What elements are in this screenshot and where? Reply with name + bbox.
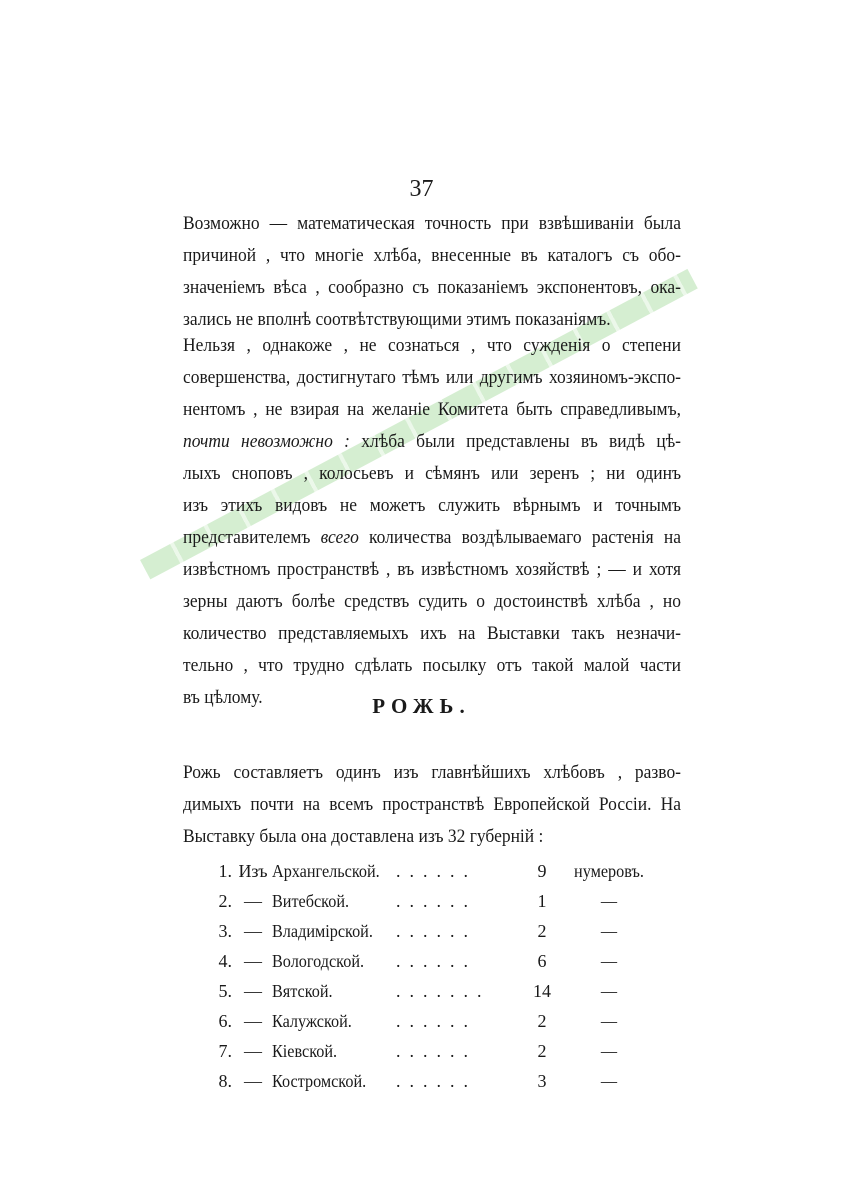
list-item [196,946,656,976]
leader-dots: ....... [396,981,491,1001]
item-number: 7. [218,1041,232,1061]
province-name: Костромской. [272,1071,367,1091]
province-list [196,856,656,1096]
list-item [196,1006,656,1036]
paragraph-3-line: Рожь составляетъ одинъ изъ главнѣйшихъ хлѣбовъ , разво- [183,762,682,783]
count-unit: — [600,1071,618,1091]
sample-count: 3 [537,1071,547,1091]
line-text: количества воздѣлываемаго растенія на [358,527,682,548]
paragraph-3 [183,757,681,853]
paragraph-1-line: причиной , что многіе хлѣба, внесенные въ каталогъ съ обо- [183,245,682,266]
paragraph-2-line: тельно , что трудно сдѣлать посылку отъ такой малой части [183,655,682,676]
paragraph-2-line: нентомъ , не взирая на желаніе Комитета быть справедливымъ, [183,399,682,420]
paragraph-2-line: изъ этихъ видовъ не можетъ служить вѣрнымъ и точнымъ [183,495,682,516]
list-item [196,856,656,886]
leader-dots: ...... [396,861,477,881]
sample-count: 2 [537,1041,547,1061]
paragraph-2-line: совершенства, достигнутаго тѣмъ или другимъ хозяиномъ-экспо- [183,367,682,388]
count-unit: — [600,891,618,911]
leader-dots: ...... [396,1011,477,1031]
item-preposition: Изъ [238,861,268,881]
list-item [196,976,656,1006]
item-number: 1. [218,861,232,881]
province-name: Витебской. [272,891,350,911]
paragraph-2-line: Нельзя , однакоже , не сознаться , что сужденія о степени [183,335,682,356]
list-item [196,1066,656,1096]
sample-count: 1 [537,891,547,911]
paragraph-3-line: Выставку была она доставлена изъ 32 губерній : [183,826,544,847]
list-item [196,1036,656,1066]
paragraph-3-line: димыхъ почти на всемъ пространствѣ Европейской Россіи. На [183,794,682,815]
leader-dots: ...... [396,951,477,971]
item-preposition: — [244,1011,262,1031]
count-unit: — [600,1011,618,1031]
item-preposition: — [244,951,262,971]
sample-count: 2 [537,1011,547,1031]
province-name: Калужской. [272,1011,352,1031]
sample-count: 9 [537,861,547,881]
item-number: 8. [218,1071,232,1091]
sample-count: 2 [537,921,547,941]
item-preposition: — [244,921,262,941]
line-text: хлѣба были представлены въ видѣ цѣ- [349,431,682,452]
item-preposition: — [244,891,262,911]
province-name: Кіевской. [272,1041,338,1061]
item-number: 2. [218,891,232,911]
item-number: 4. [218,951,232,971]
paragraph-2-line: зерны даютъ болѣе средствъ судить о достоинствѣ хлѣба , но [183,591,682,612]
paragraph-1-line: значеніемъ вѣса , сообразно съ показаніемъ экспонентовъ, ока- [183,277,682,298]
emphasis-text: всего [320,527,359,548]
province-name: Владимірской. [272,921,373,941]
paragraph-2 [183,330,681,714]
paragraph-2-line: извѣстномъ пространствѣ , въ извѣстномъ хозяйствѣ ; — и хотя [183,559,682,580]
paragraph-2-line [183,426,681,458]
list-item [196,886,656,916]
item-preposition: — [244,1041,262,1061]
page-number: 37 [409,176,434,202]
leader-dots: ...... [396,1041,477,1061]
item-preposition: — [244,1071,262,1091]
paragraph-2-line: количество представляемыхъ ихъ на Выставки такъ незначи- [183,623,682,644]
leader-dots: ...... [396,891,477,911]
count-unit: — [600,981,618,1001]
paragraph-1-line: Возможно — математическая точность при взвѣшиваніи была [183,213,682,234]
paragraph-2-line: лыхъ сноповъ , колосьевъ и сѣмянъ или зеренъ ; ни одинъ [183,463,682,484]
item-number: 6. [218,1011,232,1031]
item-number: 3. [218,921,232,941]
line-text: представителемъ [183,527,321,548]
count-unit: — [600,951,618,971]
section-heading: РОЖЬ. [372,694,471,718]
sample-count: 6 [537,951,547,971]
paragraph-1 [183,208,681,336]
count-unit: — [600,921,618,941]
list-item [196,916,656,946]
province-name: Вологодской. [272,951,365,971]
province-name: Вятской. [272,981,333,1001]
count-unit: — [600,1041,618,1061]
paragraph-1-line: зались не вполнѣ соотвѣтствующими этимъ показаніямъ. [183,309,611,330]
item-preposition: — [244,981,262,1001]
paragraph-2-line [183,522,681,554]
emphasis-text: почти невозможно : [183,431,350,452]
count-unit: нумеровъ. [574,861,644,881]
leader-dots: ...... [396,1071,477,1091]
province-name: Архангельской. [272,861,380,881]
item-number: 5. [218,981,232,1001]
paragraph-2-line: въ цѣлому. [183,687,263,708]
sample-count: 14 [533,981,551,1001]
leader-dots: ...... [396,921,477,941]
